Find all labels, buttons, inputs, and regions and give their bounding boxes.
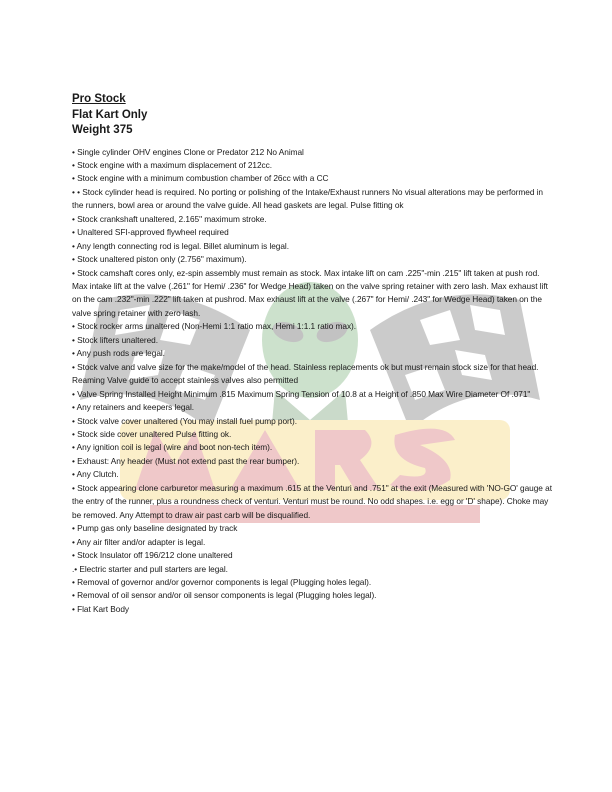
rule-item: • Valve Spring Installed Height Minimum .815 Maximum Spring Tension of 10.8 at a Height of .850 Max Wire Diameter Of .071" [72,388,531,399]
rule-item: • Removal of governor and/or governor components is legal (Plugging holes legal). [72,577,372,587]
kart-type-title: Flat Kart Only [72,108,148,121]
rule-item: • Stock crankshaft unaltered, 2.165" maximum stroke. [72,213,267,224]
rule-item: • Flat Kart Body [72,603,129,614]
weight-title: Weight 375 [72,124,133,136]
rule-item: • Exhaust: Any header (Must not extend past the rear bumper). [72,455,300,466]
rule-item: .• Electric starter and pull starters are legal. [72,563,228,574]
rule-item: • Stock camshaft cores only, ez-spin assembly must remain as stock. Max intake lift on cam .225"-min .215" lift taken at push rod. Max intake lift at the valve (.261" for Hemi/ .236" for Wedge Head) taken on the valve spring retainer with zero lash. Max exhaust lift on the cam .232"-min .222" lift taken at pushrod. Max exhaust lift at the valve (.267" for Hemi/ .243" for Wedge Head) taken on the valve spring retainer with zero lash. [72,267,548,318]
rule-item: • Stock Insulator off 196/212 clone unaltered [72,550,233,561]
rule-item: • Stock rocker arms unaltered (Non-Hemi 1:1 ratio max, Hemi 1:1.1 ratio max). [72,321,357,332]
rule-item: • Stock valve and valve size for the make/model of the head. Stainless replacements ok but must remain stock size for that head. Reaming Valve guide to accept stainless valves also permitted [72,361,539,386]
rule-item: • Stock appearing clone carburetor measuring a maximum .615 at the Venturi and .751" at the exit (Measured with 'NO-GO' gauge at the entry of the runner, plus a roundness check of venturi. Venturi must be round. No odd shapes. i.e. egg or 'D' shape). Choke may be removed. Any Attempt to draw air past carb will be disqualified. [72,482,552,520]
rule-item: • Any length connecting rod is legal. Billet aluminum is legal. [72,240,289,251]
rule-item: • • Stock cylinder head is required. No porting or polishing of the Intake/Exhaust runners No visual alterations may be performed in the runners, bowl area or around the valve guide. All head gaskets are legal. Pulse fitting ok [72,186,543,211]
rules-list [72,146,556,617]
rule-item: • Stock lifters unaltered. [72,334,158,345]
rule-item: • Any air filter and/or adapter is legal. [72,536,206,547]
rule-item: • Removal of oil sensor and/or oil sensor components is legal (Plugging holes legal). [72,590,377,601]
rule-item: • Stock unaltered piston only (2.756" maximum). [72,254,247,265]
rule-item: • Pump gas only baseline designated by track [72,523,238,534]
rule-item: • Stock engine with a maximum displacement of 212cc. [72,159,272,170]
rule-item: • Unaltered SFI-approved flywheel required [72,227,229,238]
rule-item: • Single cylinder OHV engines Clone or Predator 212 No Animal [72,146,304,157]
rule-item: • Stock side cover unaltered Pulse fitting ok. [72,429,232,440]
rule-item: • Any push rods are legal. [72,348,165,359]
rules-document [72,92,556,616]
rule-item: • Any ignition coil is legal (wire and boot non-tech item). [72,442,273,453]
class-title: Pro Stock [72,93,126,105]
rule-item: • Any Clutch. [72,469,119,480]
rule-item: • Stock engine with a minimum combustion chamber of 26cc with a CC [72,173,329,184]
rule-item: • Stock valve cover unaltered (You may install fuel pump port). [72,415,297,426]
rule-item: • Any retainers and keepers legal. [72,402,195,413]
